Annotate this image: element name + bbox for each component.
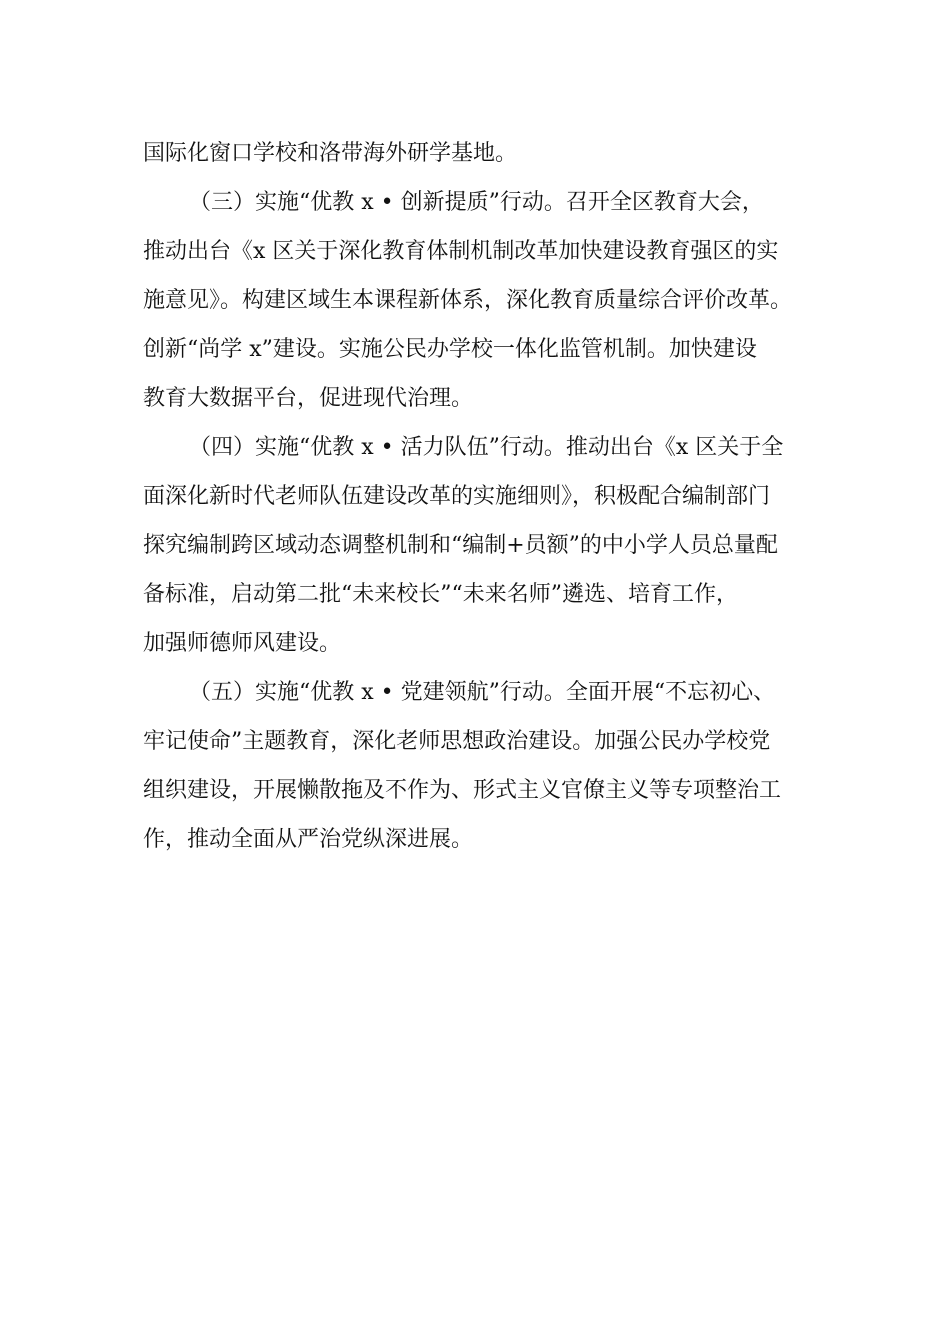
paragraph-section-5 bbox=[143, 668, 809, 864]
paragraph-section-4 bbox=[143, 423, 809, 668]
paragraph-section-3 bbox=[143, 178, 809, 423]
text-line: 作，推动全面从严治党纵深进展。 bbox=[143, 827, 474, 852]
text-line: 创新“尚学 x”建设。实施公民办学校一体化监管机制。加快建设 bbox=[143, 337, 757, 362]
text-line: 国际化窗口学校和洛带海外研学基地。 bbox=[143, 141, 518, 166]
paragraph-continuation bbox=[143, 129, 809, 178]
text-line: 探究编制跨区域动态调整机制和“编制+员额”的中小学人员总量配 bbox=[143, 533, 778, 558]
text-line: 推动出台《x 区关于深化教育体制机制改革加快建设教育强区的实 bbox=[143, 239, 779, 264]
text-line: 备标准，启动第二批“未来校长”“未来名师”遴选、培育工作， bbox=[143, 582, 738, 607]
text-line: （三）实施“优教 x • 创新提质”行动。召开全区教育大会， bbox=[189, 190, 764, 215]
text-line: 施意见》。构建区域生本课程新体系，深化教育质量综合评价改革。 bbox=[143, 288, 793, 313]
text-line: 加强师德师风建设。 bbox=[143, 631, 342, 656]
text-line: （五）实施“优教 x • 党建领航”行动。全面开展“不忘初心、 bbox=[189, 680, 776, 705]
text-line: 牢记使命”主题教育，深化老师思想政治建设。加强公民办学校党 bbox=[143, 729, 771, 754]
text-line: 面深化新时代老师队伍建设改革的实施细则》，积极配合编制部门 bbox=[143, 484, 771, 509]
text-line: （四）实施“优教 x • 活力队伍”行动。推动出台《x 区关于全 bbox=[189, 435, 784, 460]
document-body bbox=[143, 129, 809, 864]
text-line: 教育大数据平台，促进现代治理。 bbox=[143, 386, 474, 411]
text-line: 组织建设，开展懒散拖及不作为、形式主义官僚主义等专项整治工 bbox=[143, 778, 782, 803]
